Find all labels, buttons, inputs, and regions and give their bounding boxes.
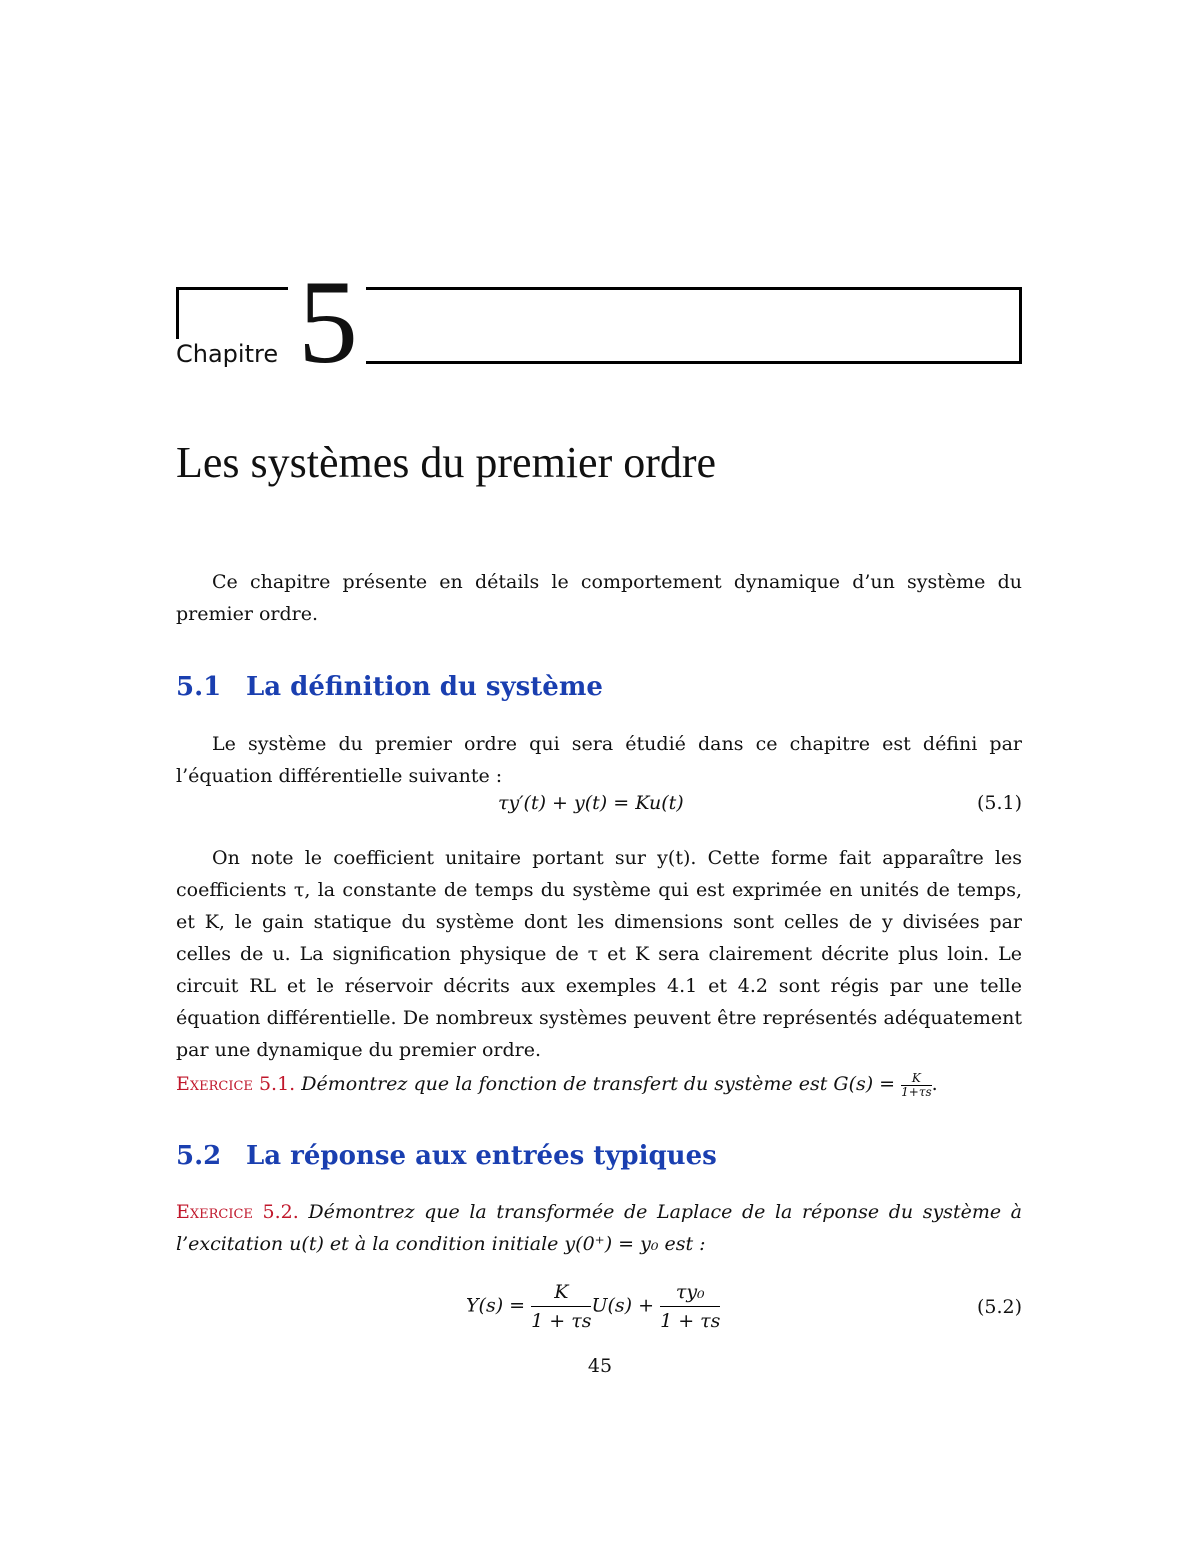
exercise-text: Démontrez que la transformée de Laplace de la réponse du système à l’excitation u(t) et à la condition initiale y(0⁺) = y₀ est : [176, 1201, 1022, 1255]
fraction-numerator: K [901, 1072, 932, 1086]
chapter-box-bottom-rule [355, 361, 1022, 364]
equation-tag: (5.1) [976, 792, 1022, 814]
fraction-1 [531, 1278, 591, 1335]
page-number: 45 [587, 1355, 613, 1377]
intro-paragraph: Ce chapitre présente en détails le comportement dynamique d’un système du premier ordre. [176, 571, 1022, 625]
section-heading-5-1 [176, 672, 603, 702]
equation-body: τy′(t) + y(t) = Ku(t) [498, 792, 684, 814]
exercise-text: Démontrez que la fonction de transfert du système est G(s) = [301, 1073, 902, 1095]
fraction-denominator: 1+τs [901, 1084, 932, 1099]
equation-lhs: Y(s) = [466, 1294, 532, 1317]
fraction-2 [660, 1278, 720, 1335]
exercise-end: . [931, 1073, 938, 1095]
section-number: 5.2 [176, 1141, 222, 1171]
transfer-fraction [901, 1072, 932, 1099]
equation-body [466, 1278, 720, 1335]
fraction-denominator: 1 + τs [660, 1310, 721, 1332]
equation-5-2 [176, 1278, 1022, 1338]
chapter-box-left-rule [176, 287, 179, 339]
section-1-paragraph-1: Le système du premier ordre qui sera étudié dans ce chapitre est défini par l’équation différentielle suivante : [176, 733, 1022, 787]
equation-middle: U(s) + [591, 1294, 661, 1317]
section-title: La réponse aux entrées typiques [246, 1141, 717, 1171]
equation-tag: (5.2) [976, 1296, 1022, 1318]
section-number: 5.1 [176, 672, 222, 702]
section-title: La définition du système [246, 672, 603, 702]
chapter-number: 5 [288, 262, 366, 382]
chapter-title: Les systèmes du premier ordre [176, 438, 717, 487]
fraction-numerator: K [531, 1278, 591, 1307]
exercise-label: Exercice 5.1. [176, 1073, 296, 1095]
chapter-word: Chapitre [176, 340, 284, 368]
fraction-denominator: 1 + τs [531, 1310, 592, 1332]
exercise-label: Exercice 5.2. [176, 1201, 299, 1223]
exercise-5-2 [176, 1196, 1022, 1260]
equation-5-1 [176, 792, 1022, 822]
fraction-numerator: τy₀ [660, 1278, 720, 1307]
exercise-5-1 [176, 1068, 1022, 1100]
section-1-paragraph-2: On note le coefficient unitaire portant sur y(t). Cette forme fait apparaître les coefficients τ, la constante de temps du système qui est exprimée en unités de temps, et K, le gain statique du système dont les dimensions sont celles de y divisées par celles de u. La signification physique de τ et K sera clairement décrite plus loin. Le circuit RL et le réservoir décrits aux exemples 4.1 et 4.2 sont régis par une telle équation différentielle. De nombreux systèmes peuvent être représentés adéquatement par une dynamique du premier ordre. [176, 847, 1022, 1061]
chapter-box-right-rule [1019, 287, 1022, 364]
section-heading-5-2 [176, 1141, 717, 1171]
